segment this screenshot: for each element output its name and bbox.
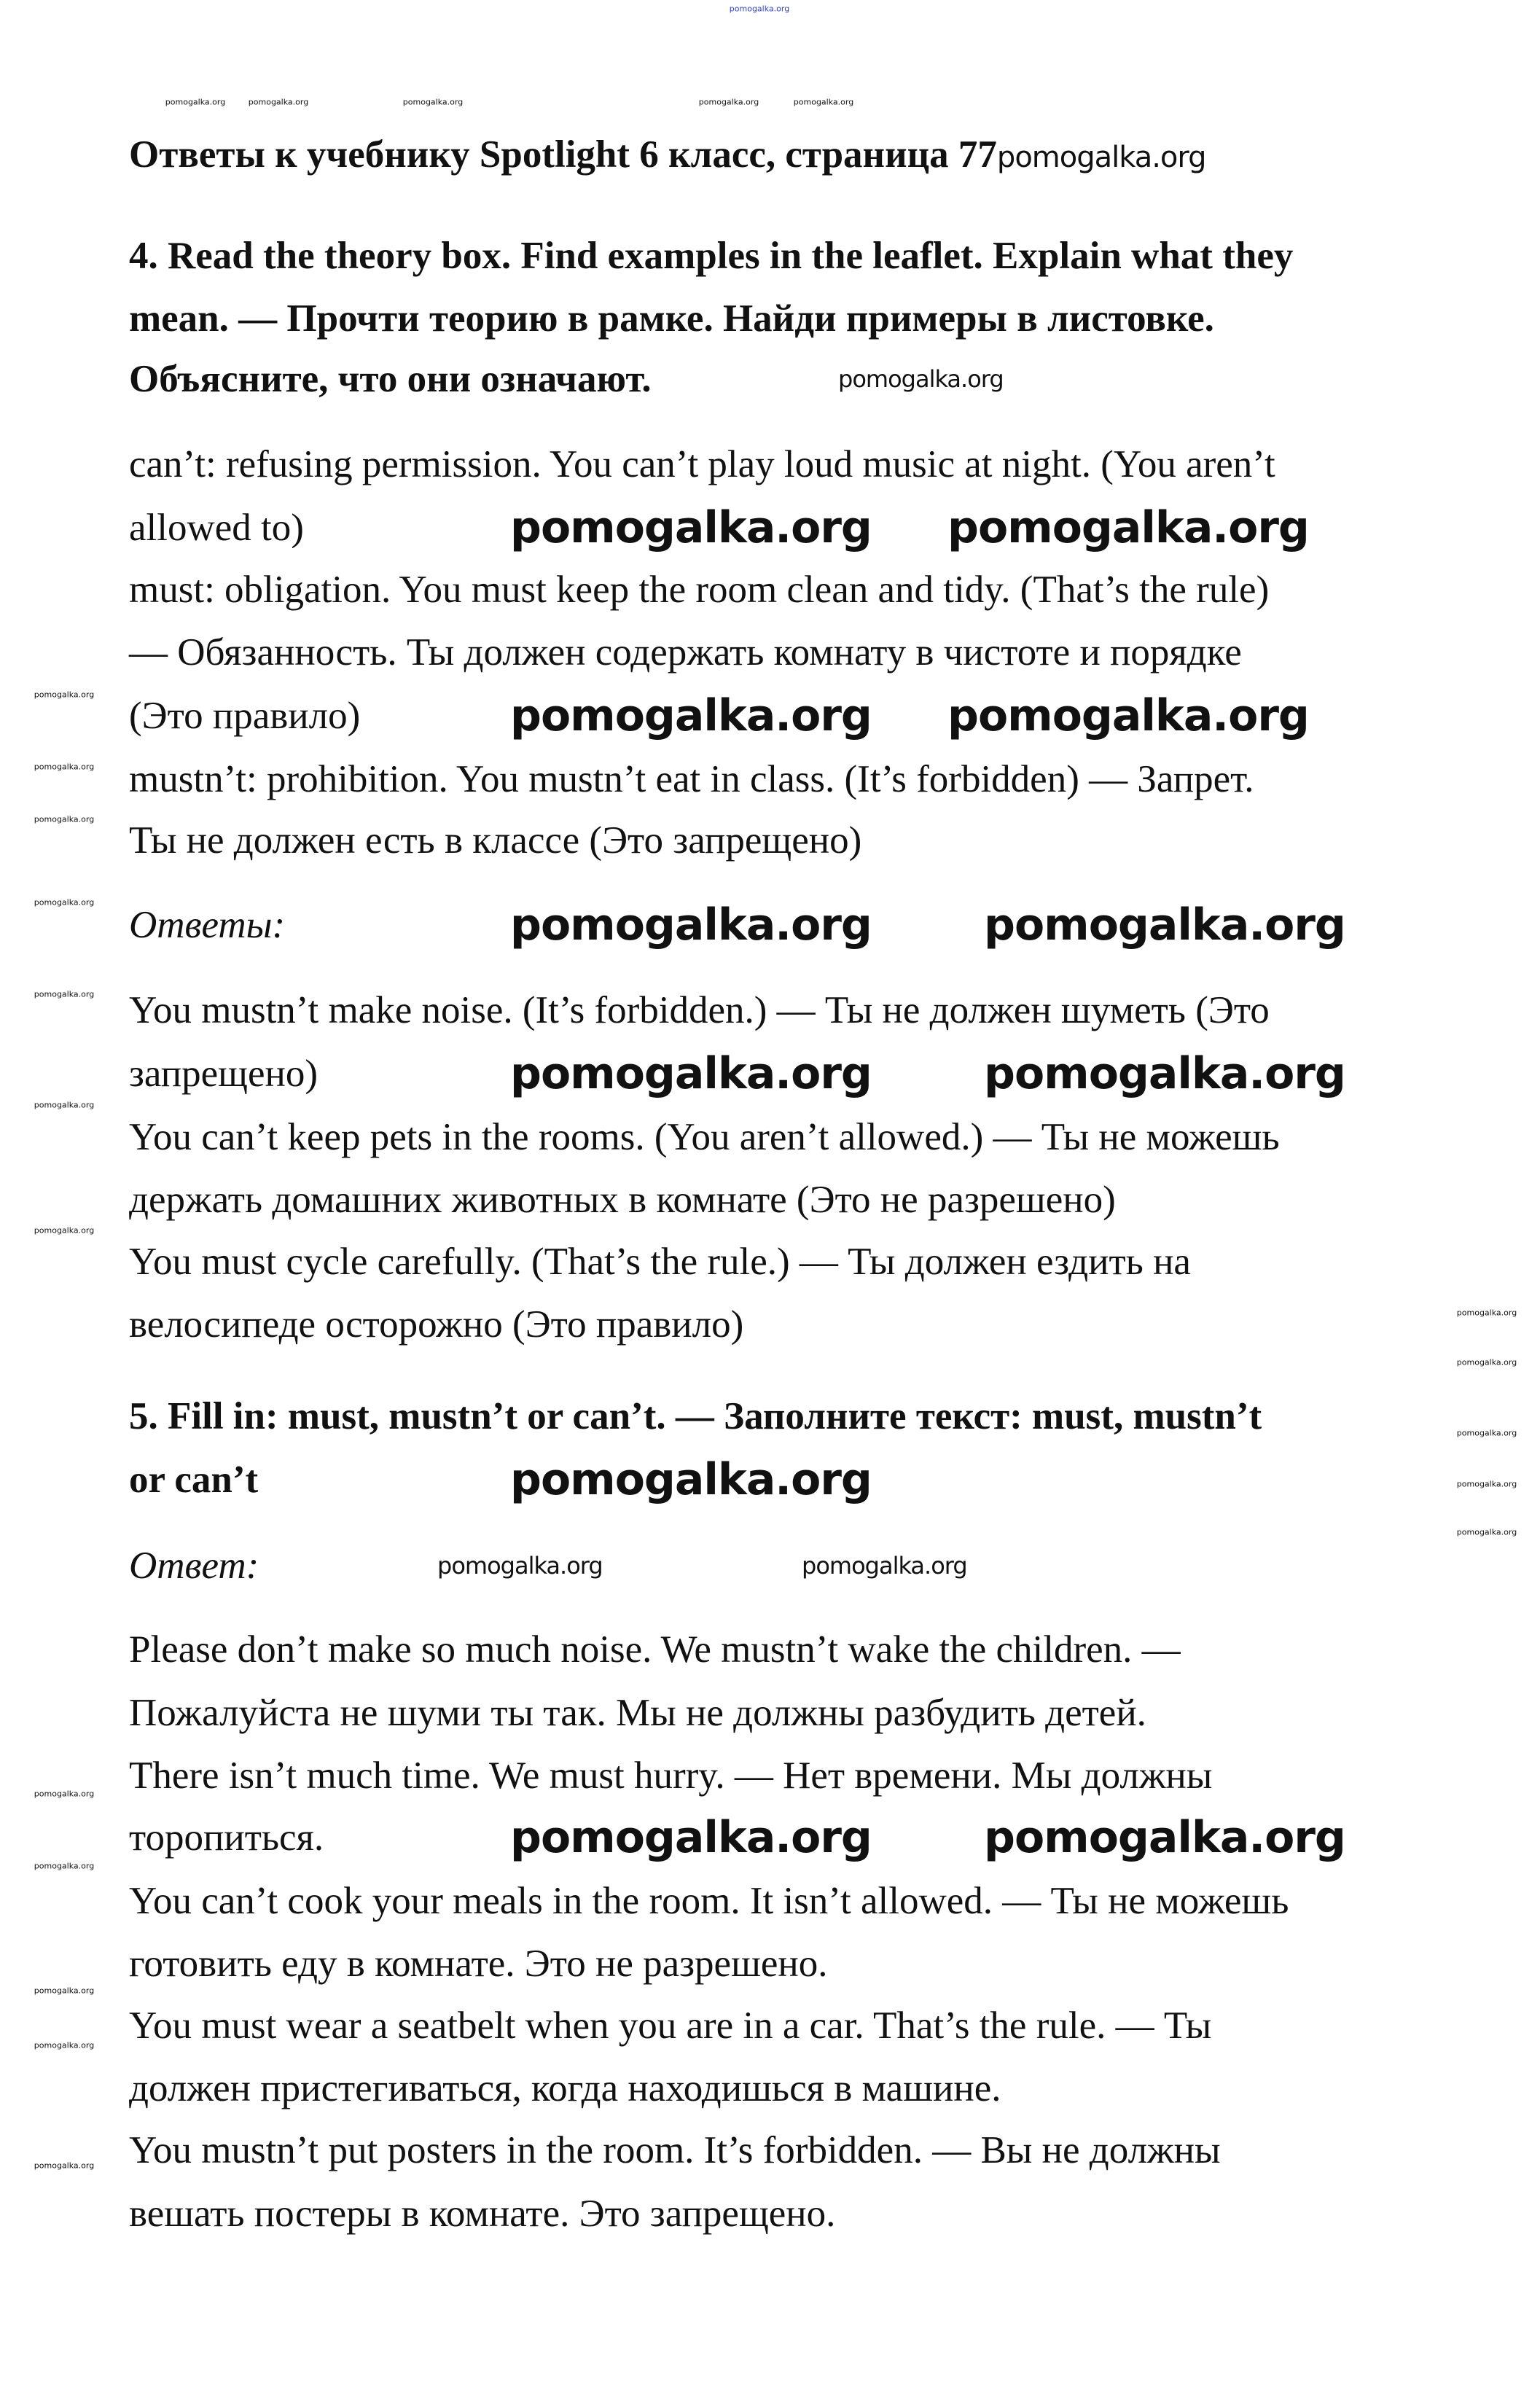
watermark: pomogalka.org <box>984 1812 1345 1863</box>
watermark: pomogalka.org <box>165 97 226 107</box>
watermark: pomogalka.org <box>838 365 1004 393</box>
watermark: pomogalka.org <box>34 2040 95 2050</box>
task5-heading-line: 5. Fill in: must, mustn’t or can’t. — Заполните текст: must, mustn’t <box>129 1395 1262 1437</box>
watermark: pomogalka.org <box>510 690 872 741</box>
answer-line: запрещено) <box>129 1053 318 1095</box>
watermark: pomogalka.org <box>947 502 1309 553</box>
watermark: pomogalka.org <box>510 502 872 553</box>
watermark: pomogalka.org <box>34 989 95 999</box>
watermark: pomogalka.org <box>34 814 95 824</box>
answer-line: готовить еду в комнате. Это не разрешено. <box>129 1943 828 1985</box>
answer-line: держать домашних животных в комнате (Это не разрешено) <box>129 1179 1116 1221</box>
answer-line: Please don’t make so much noise. We mustn’t wake the children. — <box>129 1628 1181 1671</box>
answer-line: You can’t cook your meals in the room. It isn’t allowed. — Ты не можешь <box>129 1880 1289 1922</box>
theory-line: mustn’t: prohibition. You mustn’t eat in class. (It’s forbidden) — Запрет. <box>129 758 1254 800</box>
watermark: pomogalka.org <box>1456 1308 1517 1318</box>
watermark: pomogalka.org <box>1456 1428 1517 1438</box>
theory-line: allowed to) <box>129 507 304 549</box>
answer-label: Ответ: <box>129 1545 259 1587</box>
watermark: pomogalka.org <box>34 1225 95 1235</box>
watermark: pomogalka.org <box>34 1789 95 1799</box>
answer-line: You mustn’t put posters in the room. It’s forbidden. — Вы не должны <box>129 2129 1221 2171</box>
watermark: pomogalka.org <box>34 2160 95 2171</box>
watermark: pomogalka.org <box>510 899 872 950</box>
answers-label: Ответы: <box>129 904 286 946</box>
answer-line: You can’t keep pets in the rooms. (You aren’t allowed.) — Ты не можешь <box>129 1116 1280 1158</box>
answer-line: There isn’t much time. We must hurry. — Нет времени. Мы должны <box>129 1754 1213 1797</box>
answer-line: велосипеде осторожно (Это правило) <box>129 1303 744 1346</box>
task4-heading-line: mean. — Прочти теорию в рамке. Найди примеры в листовке. <box>129 297 1214 340</box>
watermark: pomogalka.org <box>34 762 95 772</box>
answer-line: должен пристегиваться, когда находишься в машине. <box>129 2067 1001 2109</box>
watermark: pomogalka.org <box>34 1986 95 1996</box>
watermark: pomogalka.org <box>984 899 1345 950</box>
page-title <box>129 133 1206 179</box>
theory-line: — Обязанность. Ты должен содержать комнату в чистоте и порядке <box>129 631 1242 674</box>
answer-line: You must wear a seatbelt when you are in a car. That’s the rule. — Ты <box>129 2004 1212 2047</box>
watermark: pomogalka.org <box>510 1048 872 1099</box>
answer-line: торопиться. <box>129 1816 324 1859</box>
task5-heading-line: or can’t <box>129 1459 259 1501</box>
watermark: pomogalka.org <box>34 897 95 907</box>
watermark: pomogalka.org <box>510 1454 872 1505</box>
watermark: pomogalka.org <box>802 1552 967 1580</box>
page-title-text: Ответы к учебнику Spotlight 6 класс, страница 77 <box>129 133 997 176</box>
watermark: pomogalka.org <box>729 4 790 14</box>
watermark: pomogalka.org <box>1456 1527 1517 1537</box>
watermark: pomogalka.org <box>793 97 854 107</box>
answer-line: You mustn’t make noise. (It’s forbidden.) — Ты не должен шуметь (Это <box>129 989 1270 1031</box>
watermark: pomogalka.org <box>947 690 1309 741</box>
watermark: pomogalka.org <box>984 1048 1345 1099</box>
watermark: pomogalka.org <box>1456 1479 1517 1489</box>
theory-line: Ты не должен есть в классе (Это запрещено) <box>129 819 862 862</box>
watermark: pomogalka.org <box>34 690 95 700</box>
watermark: pomogalka.org <box>996 141 1206 174</box>
watermark: pomogalka.org <box>510 1812 872 1863</box>
theory-line: can’t: refusing permission. You can’t play loud music at night. (You aren’t <box>129 443 1275 485</box>
task4-heading-line: 4. Read the theory box. Find examples in the leaflet. Explain what they <box>129 235 1294 277</box>
theory-line: (Это правило) <box>129 695 361 737</box>
answer-line: вешать постеры в комнате. Это запрещено. <box>129 2193 836 2235</box>
watermark: pomogalka.org <box>34 1861 95 1871</box>
answer-line: You must cycle carefully. (That’s the rule.) — Ты должен ездить на <box>129 1241 1191 1283</box>
task4-heading-line: Объясните, что они означают. <box>129 358 652 400</box>
theory-line: must: obligation. You must keep the room clean and tidy. (That’s the rule) <box>129 569 1270 611</box>
watermark: pomogalka.org <box>1456 1357 1517 1367</box>
watermark: pomogalka.org <box>402 97 464 107</box>
watermark: pomogalka.org <box>34 1100 95 1110</box>
watermark: pomogalka.org <box>698 97 759 107</box>
watermark: pomogalka.org <box>437 1552 603 1580</box>
answer-line: Пожалуйста не шуми ты так. Мы не должны разбудить детей. <box>129 1692 1146 1734</box>
watermark: pomogalka.org <box>248 97 309 107</box>
